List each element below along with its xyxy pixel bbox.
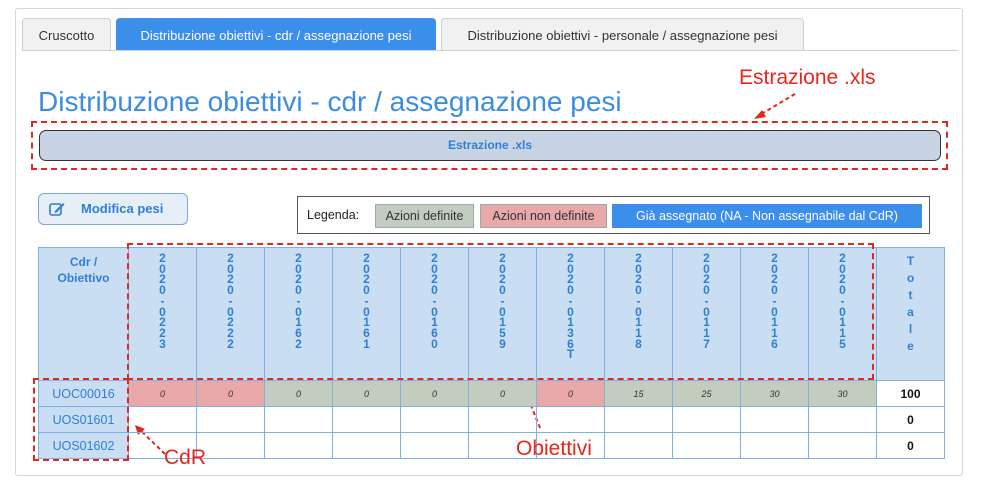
- weight-cell[interactable]: [401, 407, 469, 433]
- weight-cell[interactable]: [809, 433, 877, 459]
- weight-cell[interactable]: 0: [265, 381, 333, 407]
- weight-cell[interactable]: 0: [537, 381, 605, 407]
- objective-code: 2 0 2 0 - 0 1 1 6: [771, 251, 778, 351]
- cdr-link[interactable]: UOS01601: [39, 407, 129, 433]
- modifica-pesi-button[interactable]: [38, 193, 188, 225]
- weight-cell[interactable]: 0: [401, 381, 469, 407]
- objective-code: 2 0 2 0 - 0 1 6 1: [363, 251, 370, 351]
- header-cdr-line: Cdr /: [69, 255, 98, 269]
- weight-cell[interactable]: 30: [741, 381, 809, 407]
- extract-xls-button[interactable]: Estrazione .xls: [39, 130, 941, 161]
- cdr-highlight-box: [33, 378, 129, 461]
- annotation-estrazione: Estrazione .xls: [739, 66, 876, 89]
- weight-cell[interactable]: [197, 407, 265, 433]
- cdr-link[interactable]: UOC00016: [39, 381, 129, 407]
- legend-gia-assegnato: Già assegnato (NA - Non assegnabile dal CdR): [612, 204, 922, 228]
- tab-distribuzione-personale[interactable]: Distribuzione obiettivi - personale / assegnazione pesi: [441, 18, 804, 51]
- weight-cell[interactable]: [809, 407, 877, 433]
- objective-code: 2 0 2 0 - 0 2 2 3: [159, 251, 166, 351]
- weight-cell[interactable]: 0: [129, 381, 197, 407]
- row-total: 100: [877, 381, 945, 407]
- objective-code: 2 0 2 0 - 0 1 6 0: [431, 251, 438, 351]
- weight-cell[interactable]: [741, 407, 809, 433]
- weight-cell[interactable]: [673, 407, 741, 433]
- weight-cell[interactable]: 15: [605, 381, 673, 407]
- row-total: 0: [877, 407, 945, 433]
- weight-cell[interactable]: [265, 407, 333, 433]
- annotation-obiettivi: Obiettivi: [516, 437, 592, 460]
- weight-cell[interactable]: 0: [333, 381, 401, 407]
- objectives-highlight-box: [127, 243, 874, 380]
- objective-code: 2 0 2 0 - 0 1 1 7: [703, 251, 710, 351]
- header-totale: [877, 248, 945, 381]
- legend-azioni-non-definite: Azioni non definite: [480, 204, 607, 228]
- weight-cell[interactable]: [265, 433, 333, 459]
- weight-cell[interactable]: [605, 407, 673, 433]
- weight-cell[interactable]: [333, 407, 401, 433]
- objective-code: 2 0 2 0 - 0 2 2 2: [227, 251, 234, 351]
- weight-cell[interactable]: 30: [809, 381, 877, 407]
- cdr-link[interactable]: UOS01602: [39, 433, 129, 459]
- objective-code: 2 0 2 0 - 0 1 5 9: [499, 251, 506, 351]
- legend: [297, 196, 930, 234]
- weight-cell[interactable]: [401, 433, 469, 459]
- weight-cell[interactable]: [197, 433, 265, 459]
- page-title: Distribuzione obiettivi - cdr / assegnazione pesi: [38, 86, 622, 117]
- weight-cell[interactable]: [605, 433, 673, 459]
- header-cdr-obiettivo: [39, 248, 129, 381]
- header-cdr-line: Obiettivo: [57, 271, 110, 285]
- weight-cell[interactable]: 25: [673, 381, 741, 407]
- weight-cell[interactable]: 0: [197, 381, 265, 407]
- weight-cell[interactable]: [333, 433, 401, 459]
- header-totale-label: T o t a l e: [906, 254, 915, 353]
- legend-azioni-definite: Azioni definite: [375, 204, 474, 228]
- weight-cell[interactable]: [469, 407, 537, 433]
- weight-cell[interactable]: [741, 433, 809, 459]
- modifica-pesi-label: Modifica pesi: [81, 201, 164, 216]
- annotation-cdr: CdR: [164, 446, 207, 469]
- weight-cell[interactable]: [129, 407, 197, 433]
- table-row: [39, 381, 945, 407]
- weight-cell[interactable]: [537, 407, 605, 433]
- row-total: 0: [877, 433, 945, 459]
- legend-title: Legenda:: [307, 208, 360, 222]
- weight-cell[interactable]: [673, 433, 741, 459]
- objective-code: 2 0 2 0 - 0 1 1 8: [635, 251, 642, 351]
- edit-icon: [49, 202, 65, 216]
- arrow-to-extract: [758, 94, 795, 116]
- objective-code: 2 0 2 0 - 0 1 6 2: [295, 251, 302, 351]
- table-row: [39, 407, 945, 433]
- weight-cell[interactable]: 0: [469, 381, 537, 407]
- objective-code: 2 0 2 0 - 0 1 1 5: [839, 251, 846, 351]
- tab-distribuzione-cdr[interactable]: Distribuzione obiettivi - cdr / assegnazione pesi: [116, 18, 436, 51]
- objective-code: 2 0 2 0 - 0 1 3 6 T: [566, 251, 575, 362]
- tab-cruscotto[interactable]: Cruscotto: [22, 18, 111, 51]
